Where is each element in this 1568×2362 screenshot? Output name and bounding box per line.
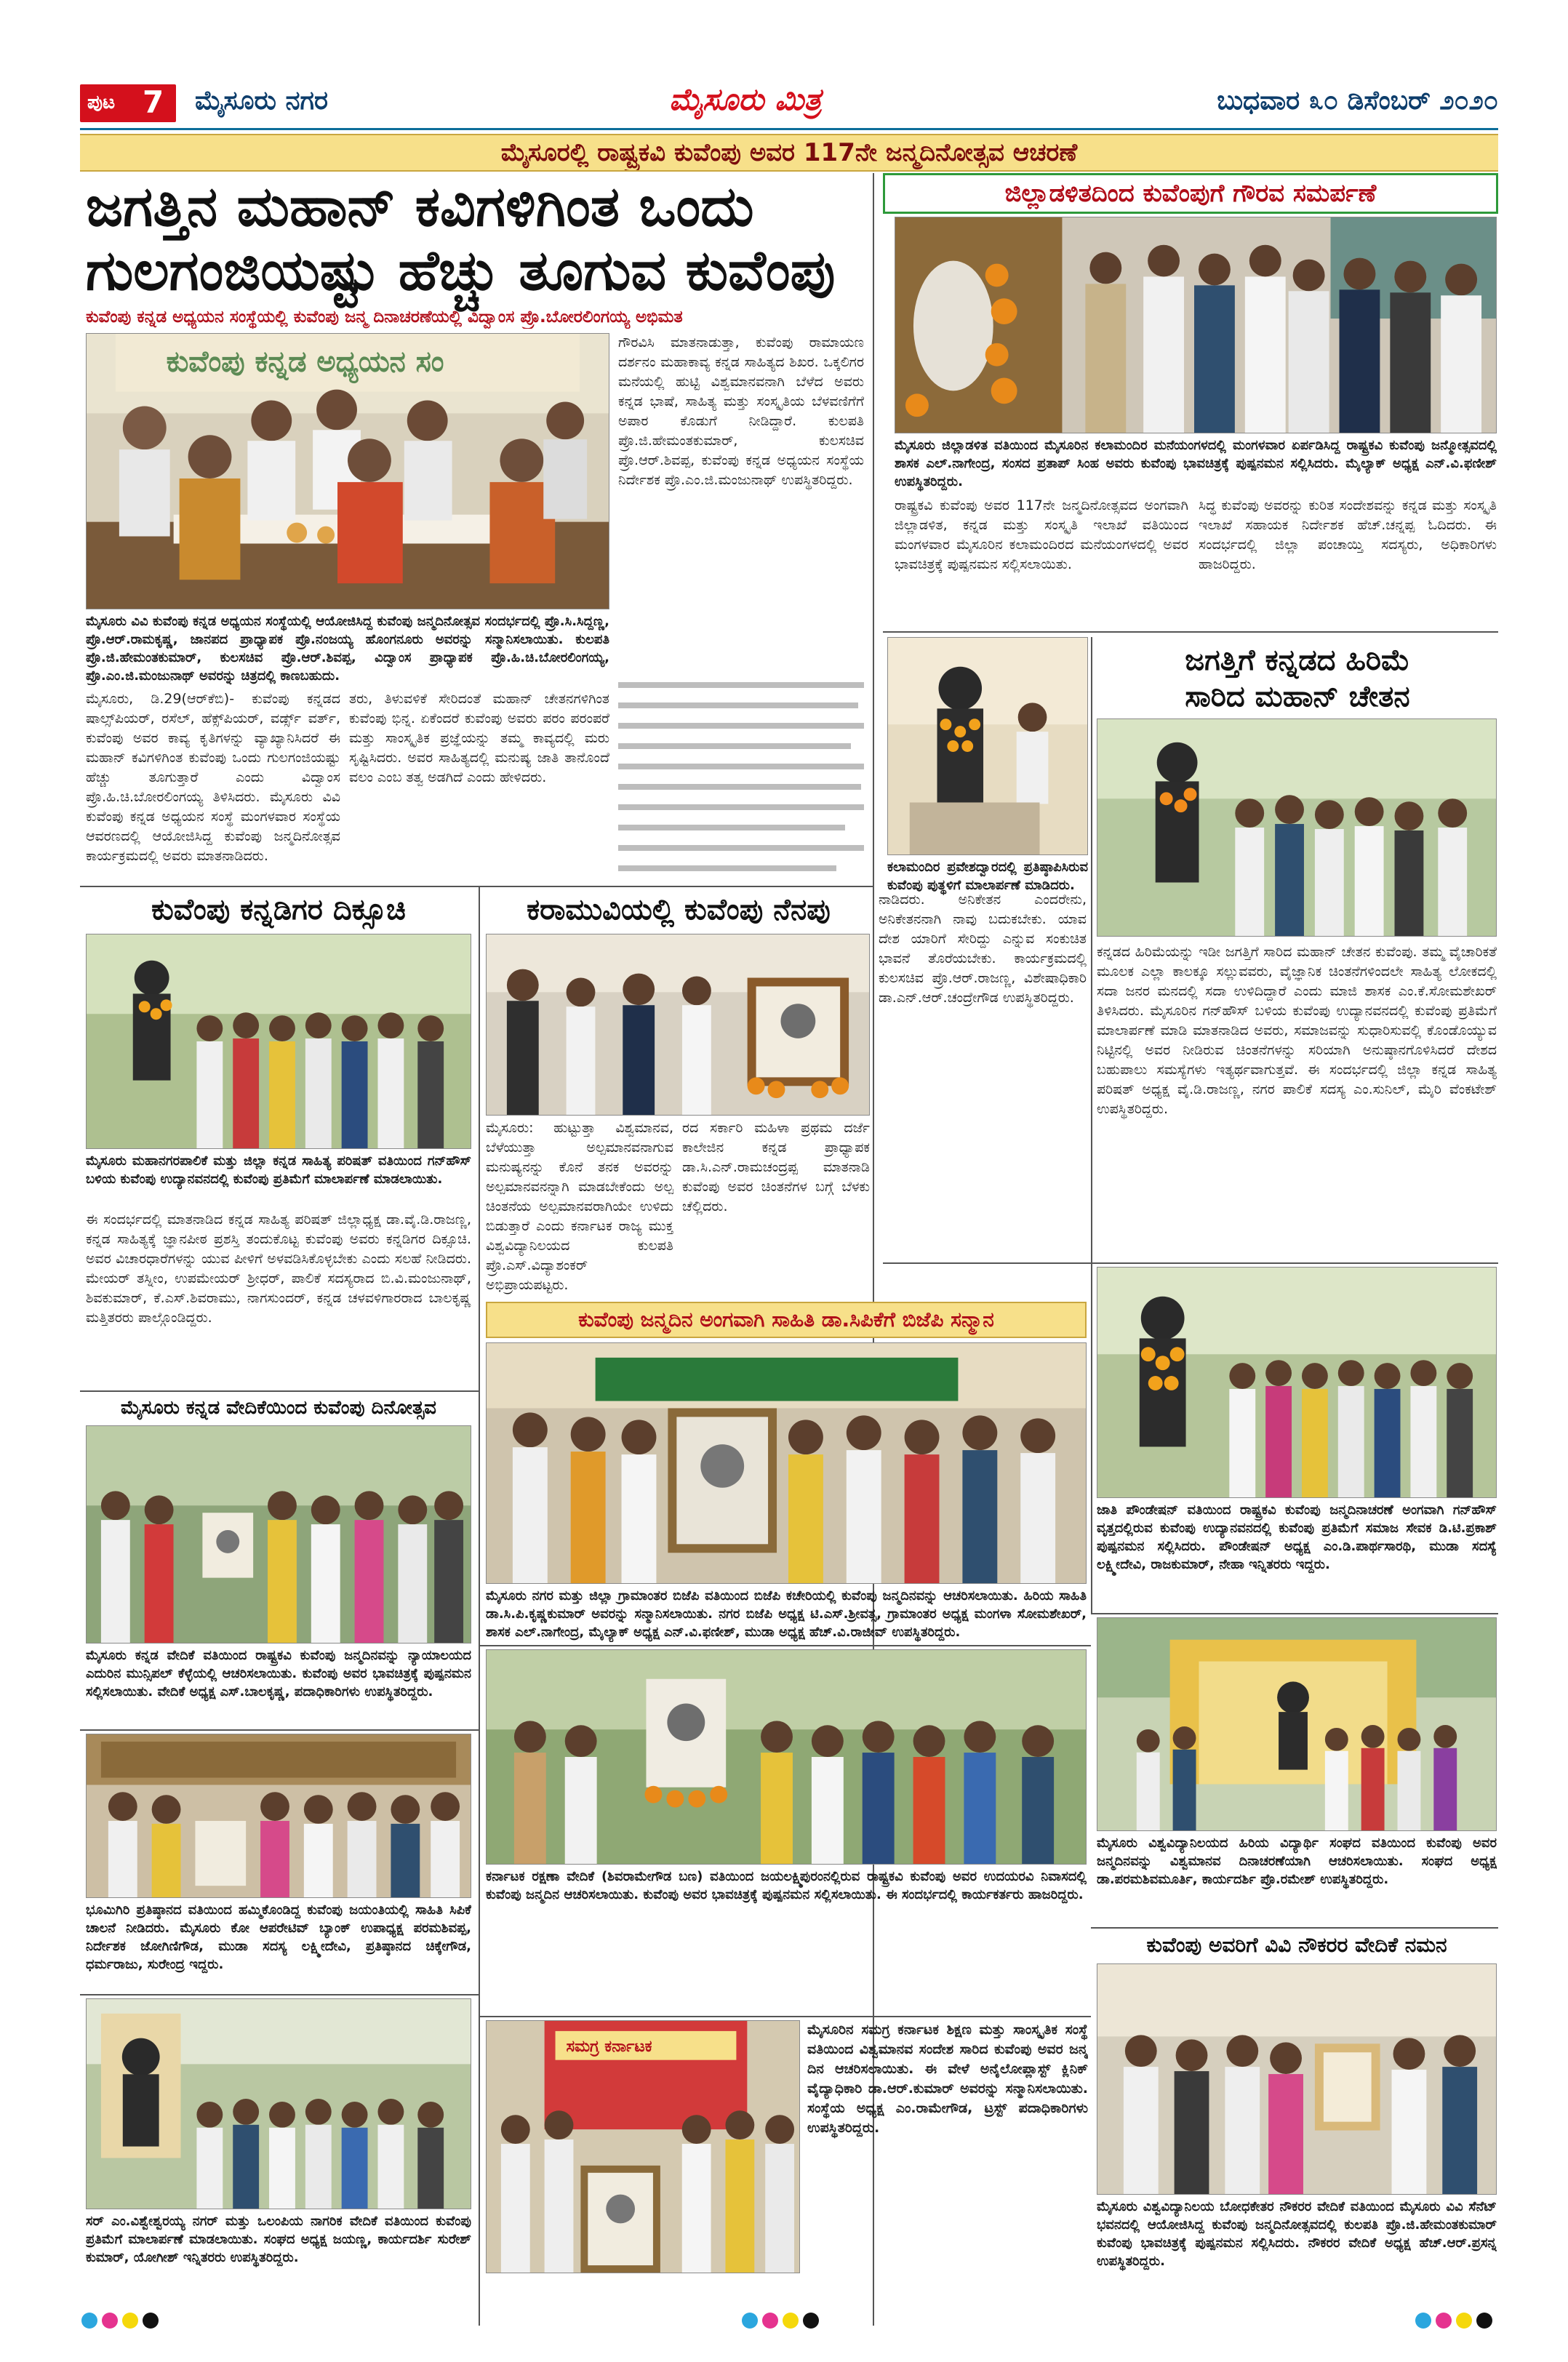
vedike-caption: ಮೈಸೂರು ಕನ್ನಡ ವೇದಿಕೆ ವತಿಯಿಂದ ರಾಷ್ಟ್ರಕವಿ ಕುವೆಂಪು ಜನ್ಮದಿನವನ್ನು ನ್ಯಾಯಾಲಯದ ಎದುರಿನ ಮುನ್ಸಿಪಲ್ ಕೆಳ್ಳೆಯಲ್ಲಿ ಆಚರಿಸಲಾಯಿತು. ಕುವೆಂಪು ಅವರ ಭಾವಚಿತ್ರಕ್ಕೆ ಪುಷ್ಪನಮನ ಸಲ್ಲಿಸಲಾಯಿತು. ವೇದಿಕೆ ಅಧ್ಯಕ್ಷ ಎಸ್.ಬಾಲಕೃಷ್ಣ, ಪದಾಧಿಕಾರಿಗಳು ಉಪಸ್ಥಿತರಿದ್ದರು. <box>86 1648 471 1700</box>
jathi-foundation-caption: ಜಾತಿ ಪೌಂಡೇಷನ್ ವತಿಯಿಂದ ರಾಷ್ಟ್ರಕವಿ ಕುವೆಂಪು ಜನ್ಮದಿನಾಚರಣೆ ಅಂಗವಾಗಿ ಗನ್‌ಹೌಸ್ ವೃತ್ತದಲ್ಲಿರುವ ಕುವೆಂಪು ಉದ್ಯಾನವನದಲ್ಲಿ ಕುವೆಂಪು ಪ್ರತಿಮೆಗೆ ಸಮಾಜ ಸೇವಕ ಡಿ.ಟಿ.ಪ್ರಕಾಶ್ ಪುಷ್ಪನಮನ ಸಲ್ಲಿಸಿದರು. ಪೌಂಡೇಷನ್ ಅಧ್ಯಕ್ಷ ಎಂ.ಡಿ.ಪಾರ್ಥಸಾರಥಿ, ಮುಡಾ ಸದಸ್ಯೆ ಲಕ್ಷ್ಮೀದೇವಿ, ರಾಜಕುಮಾರ್, ನೇಹಾ ಇನ್ನಿತರರು ಇದ್ದರು. <box>1097 1502 1497 1572</box>
jagattige-headline-line2: ಸಾರಿದ ಮಹಾನ್ ಚೇತನ <box>1185 680 1410 713</box>
rakshana-photo <box>486 1649 1087 1865</box>
lead-photo-felicitation <box>86 333 609 609</box>
divider-left-4 <box>80 1994 479 1995</box>
print-dot-yellow-3 <box>1456 2313 1472 2329</box>
page-number: 7 <box>143 84 164 120</box>
divider-left-3 <box>80 1729 479 1731</box>
jilladalitha-body-col2: ಸಿದ್ಧ ಕುವೆಂಪು ಅವರನ್ನು ಕುರಿತ ಸಂದೇಶವನ್ನು ಕನ್ನಡ ಮತ್ತು ಸಂಸ್ಕೃತಿ ಇಲಾಖೆ ಸಹಾಯಕ ನಿರ್ದೇಶಕ ಹೆಚ್.ಚನ್ನಪ್ಪ ಓದಿದರು. ಈ ಸಂದರ್ಭದಲ್ಲಿ ಜಿಲ್ಲಾ ಪಂಚಾಯ್ತಿ ಸದಸ್ಯರು, ಅಧಿಕಾರಿಗಳು ಹಾಜರಿದ್ದರು. <box>1199 497 1497 572</box>
bottom-left-caption: ಸರ್ ಎಂ.ವಿಶ್ವೇಶ್ವರಯ್ಯ ನಗರ್ ಮತ್ತು ಒಲಂಪಿಯ ನಾಗರಿಕ ವೇದಿಕೆ ವತಿಯಿಂದ ಕುವೆಂಪು ಪ್ರತಿಮೆಗೆ ಮಾಲಾರ್ಪಣೆ ಮಾಡಲಾಯಿತು. ಸಂಘದ ಅಧ್ಯಕ್ಷ ಜಯಣ್ಣ, ಕಾರ್ಯದರ್ಶಿ ಸುರೇಶ್ ಕುಮಾರ್, ಯೋಗೀಶ್ ಇನ್ನಿತರರು ಉಪಸ್ಥಿತರಿದ್ದರು. <box>86 2214 471 2265</box>
print-dot-black-1 <box>143 2313 159 2329</box>
jilladalitha-body-col1: ರಾಷ್ಟ್ರಕವಿ ಕುವೆಂಪು ಅವರ 117ನೇ ಜನ್ಮದಿನೋತ್ಸವದ ಅಂಗವಾಗಿ ಜಿಲ್ಲಾಡಳಿತ, ಕನ್ನಡ ಮತ್ತು ಸಂಸ್ಕೃತಿ ಇಲಾಖೆ ವತಿಯಿಂದ ಮಂಗಳವಾರ ಮೈಸೂರಿನ ಕಲಾಮಂದಿರದ ಮನೆಯಂಗಳದಲ್ಲಿ ಅವರ ಭಾವಚಿತ್ರಕ್ಕೆ ಪುಷ್ಪನಮನ ಸಲ್ಲಿಸಲಾಯಿತು. <box>895 497 1188 572</box>
alumni-caption: ಮೈಸೂರು ವಿಶ್ವವಿದ್ಯಾನಿಲಯದ ಹಿರಿಯ ವಿದ್ಯಾರ್ಥಿ ಸಂಘದ ವತಿಯಿಂದ ಕುವೆಂಪು ಅವರ ಜನ್ಮದಿನವನ್ನು ವಿಶ್ವಮಾನವ ದಿನಾಚರಣೆಯಾಗಿ ಆಚರಿಸಲಾಯಿತು. ಸಂಘದ ಅಧ್ಯಕ್ಷ ಡಾ.ಪರಮಶಿವಮೂರ್ತಿ, ಕಾರ್ಯದರ್ಶಿ ಪ್ರೊ.ರಮೇಶ್ ಉಪಸ್ಥಿತರಿದ್ದರು. <box>1097 1835 1497 1887</box>
alumni-photo <box>1097 1617 1497 1831</box>
masthead-rule <box>80 128 1498 130</box>
divider-right-3 <box>1091 1613 1498 1614</box>
bhoomigiri-caption: ಭೂಮಿಗಿರಿ ಪ್ರತಿಷ್ಠಾನದ ವತಿಯಿಂದ ಹಮ್ಮಿಕೊಂಡಿದ್ದ ಕುವೆಂಪು ಜಯಂತಿಯಲ್ಲಿ ಸಾಹಿತಿ ಸಿಪಿಕೆ ಚಾಲನೆ ನೀಡಿದರು. ಮೈಸೂರು ಕೋ ಆಪರೇಟಿವ್ ಬ್ಯಾಂಕ್ ಉಪಾಧ್ಯಕ್ಷ ಪರಮಶಿವಪ್ಪ, ನಿರ್ದೇಶಕ ಜೋಗಿಣಿಗೌಡ, ಮುಡಾ ಸದಸ್ಯ ಲಕ್ಷ್ಮೀದೇವಿ, ಪ್ರತಿಷ್ಠಾನದ ಚಿಕ್ಕೇಗೌಡ, ಧರ್ಮರಾಜು, ಸುರೇಂದ್ರ ಇದ್ದರು. <box>86 1902 471 1972</box>
divider-left-1 <box>80 886 873 887</box>
vedike-photo <box>86 1425 471 1644</box>
print-dot-magenta-1 <box>102 2313 118 2329</box>
jilladalitha-photo <box>895 217 1497 433</box>
jagattige-photo <box>1097 718 1497 937</box>
print-dot-magenta-3 <box>1436 2313 1452 2329</box>
lead-photo-sign: ಕುವೆಂಪು ಕನ್ನಡ ಅಧ್ಯಯನ ಸಂ <box>166 345 444 379</box>
jathi-foundation-photo <box>1097 1267 1497 1498</box>
masthead <box>80 81 1498 127</box>
lead-body-col3b <box>618 676 864 880</box>
dikshuchi-headline: ಕುವೆಂಪು ಕನ್ನಡಿಗರ ದಿಕ್ಸೂಚಿ <box>151 893 406 926</box>
karamuvi-body-col1: ಮೈಸೂರು: ಹುಟ್ಟುತ್ತಾ ವಿಶ್ವಮಾನವ, ಬೆಳೆಯುತ್ತಾ ಅಲ್ಪಮಾನವನಾಗುವ ಮನುಷ್ಯನನ್ನು ಕೊನೆ ತನಕ ಅವರನ್ನು ಅಲ್ಪಮಾನವನನ್ನಾಗಿ ಮಾಡಬೇಕೆಂದು ಅಲ್ಪ ಚಿಂತನೆಯ ಅಲ್ಪಮಾನವರಾಗಿಯೇ ಉಳಿದು ಬಿಡುತ್ತಾರೆ ಎಂದು ಕರ್ನಾಟಕ ರಾಜ್ಯ ಮುಕ್ತ ವಿಶ್ವವಿದ್ಯಾನಿಲಯದ ಕುಲಪತಿ ಪ್ರೊ.ಎಸ್.ವಿದ್ಯಾಶಂಕರ್ ಅಭಿಪ್ರಾಯಪಟ್ಟರು. <box>486 1120 673 1293</box>
divider-mid-3 <box>480 2016 1091 2017</box>
karamuvi-headline: ಕರಾಮುವಿಯಲ್ಲಿ ಕುವೆಂಪು ನೆನಪು <box>527 893 831 926</box>
print-dot-cyan-1 <box>81 2313 97 2329</box>
lead-subhead: ಕುವೆಂಪು ಕನ್ನಡ ಅಧ್ಯಯನ ಸಂಸ್ಥೆಯಲ್ಲಿ ಕುವೆಂಪು ಜನ್ಮ ದಿನಾಚರಣೆಯಲ್ಲಿ ವಿದ್ವಾಂಸ ಪ್ರೊ.ಬೋರಲಿಂಗಯ್ಯ ಅಭಿಮತ <box>86 308 683 327</box>
naukarara-photo <box>1097 1963 1497 2195</box>
jilladalitha-caption: ಮೈಸೂರು ಜಿಲ್ಲಾಡಳಿತ ವತಿಯಿಂದ ಮೈಸೂರಿನ ಕಲಾಮಂದಿರ ಮನೆಯಂಗಳದಲ್ಲಿ ಮಂಗಳವಾರ ಏರ್ಪಡಿಸಿದ್ದ ರಾಷ್ಟ್ರಕವಿ ಕುವೆಂಪು ಜನ್ಮೋತ್ಸವದಲ್ಲಿ ಶಾಸಕ ಎಲ್.ನಾಗೇಂದ್ರ, ಸಂಸದ ಪ್ರತಾಪ್ ಸಿಂಹ ಅವರು ಕುವೆಂಪು ಭಾವಚಿತ್ರಕ್ಕೆ ಪುಷ್ಪನಮನ ಸಲ್ಲಿಸಿದರು. ಮೈಲ್ಯಾಕ್ ಅಧ್ಯಕ್ಷ ಎನ್.ವಿ.ಫಣೀಶ್ ಉಪಸ್ಥಿತರಿದ್ದರು. <box>895 438 1497 489</box>
samagra-photo <box>486 2020 800 2273</box>
banner-title: ಮೈಸೂರಲ್ಲಿ ರಾಷ್ಟ್ರಕವಿ ಕುವೆಂಪು ಅವರ 117ನೇ ಜನ್ಮದಿನೋತ್ಸವ ಆಚರಣೆ <box>500 138 1078 167</box>
lead-body-col1: ಮೈಸೂರು, ಡಿ.29(ಆರ್‌ಕೆಬಿ)- ಕುವೆಂಪು ಕನ್ನಡದ ಷಾಲ್ಸ್‌ಪಿಯರ್, ರಸೆಲ್, ಹೆಕ್ಸ್‌ಪಿಯರ್, ವರ್ಡ್ಸ್ ವರ್ತ್, ಕುವೆಂಪು ಅವರ ಕಾವ್ಯ ಕೃತಿಗಳನ್ನು ವ್ಯಾಖ್ಯಾನಿಸಿದರೆ ಈ ಮಹಾನ್ ಕವಿಗಳಿಗಿಂತ ಕುವೆಂಪು ಒಂದು ಗುಲಗಂಜಿಯಷ್ಟು ಹೆಚ್ಚು ತೂಗುತ್ತಾರೆ ಎಂದು ವಿದ್ವಾಂಸ ಪ್ರೊ.ಹಿ.ಚಿ.ಬೋರಲಿಂಗಯ್ಯ ತಿಳಿಸಿದರು. ಮೈಸೂರು ವಿವಿ ಕುವೆಂಪು ಕನ್ನಡ ಅಧ್ಯಯನ ಸಂಸ್ಥೆ ಮಂಗಳವಾರ ಸಂಸ್ಥೆಯ ಆವರಣದಲ್ಲಿ ಆಯೋಜಿಸಿದ್ದ ಕುವೆಂಪು ಜನ್ಮದಿನೋತ್ಸವ ಕಾರ್ಯಕ್ರಮದಲ್ಲಿ ಅವರು ಮಾತನಾಡಿದರು. <box>86 691 340 864</box>
jagattige-body: ಕನ್ನಡದ ಹಿರಿಮೆಯನ್ನು ಇಡೀ ಜಗತ್ತಿಗೆ ಸಾರಿದ ಮಹಾನ್ ಚೇತನ ಕುವೆಂಪು. ತಮ್ಮ ವೈಚಾರಿಕತೆ ಮೂಲಕ ಎಲ್ಲಾ ಕಾಲಕ್ಕೂ ಸಲ್ಲುವವರು, ವೈಜ್ಞಾನಿಕ ಚಿಂತನೆಗಳಿಂದಲೇ ಸಾಹಿತ್ಯ ಲೋಕದಲ್ಲಿ ಸದಾ ಜನರ ಮನದಲ್ಲಿ ಸದಾ ಉಳಿದಿದ್ದಾರೆ ಎಂದು ಮಾಜಿ ಶಾಸಕ ಎಂ.ಕೆ.ಸೋಮಶೇಖರ್ ತಿಳಿಸಿದರು. ಮೈಸೂರಿನ ಗನ್‌ಹೌಸ್ ಬಳಿಯ ಕುವೆಂಪು ಉದ್ಯಾನವನದಲ್ಲಿ ಕುವೆಂಪು ಪ್ರತಿಮೆಗೆ ಮಾಲಾರ್ಪಣೆ ಮಾಡಿ ಮಾತನಾಡಿದ ಅವರು, ಸಮಾಜವನ್ನು ಸುಧಾರಿಸುವಲ್ಲಿ ಕೊಂಡೊಯ್ಯುವ ನಿಟ್ಟಿನಲ್ಲಿ ಅವರ ನೀಡಿರುವ ಚಿಂತನೆಗಳನ್ನು ಸರಿಯಾಗಿ ಅನುಷ್ಠಾನಗೊಳಿಸಿದರೆ ದೇಶದ ಬಹುಪಾಲು ಸಮಸ್ಯೆಗಳು ಇತ್ಯರ್ಥವಾಗುತ್ತವೆ. ಈ ಸಂದರ್ಭದಲ್ಲಿ ಜಿಲ್ಲಾ ಕನ್ನಡ ಸಾಹಿತ್ಯ ಪರಿಷತ್ ಅಧ್ಯಕ್ಷ ವೈ.ಡಿ.ರಾಜಣ್ಣ, ನಗರ ಪಾಲಿಕೆ ಸದಸ್ಯ ಎಂ.ಸುನಿಲ್, ಮೈರಿ ವೆಂಕಟೇಶ್ ಉಪಸ್ಥಿತರಿದ್ದರು. <box>1097 944 1497 1117</box>
anganavadi-photo <box>486 1342 1087 1584</box>
page-number-box <box>80 84 176 122</box>
naukarara-headline: ಕುವೆಂಪು ಅವರಿಗೆ ವಿವಿ ನೌಕರರ ವೇದಿಕೆ ನಮನ <box>1146 1933 1447 1957</box>
samagra-body: ಮೈಸೂರಿನ ಸಮಗ್ರ ಕರ್ನಾಟಕ ಶಿಕ್ಷಣ ಮತ್ತು ಸಾಂಸ್ಕೃತಿಕ ಸಂಸ್ಥೆ ವತಿಯಿಂದ ವಿಶ್ವಮಾನವ ಸಂದೇಶ ಸಾರಿದ ಕುವೆಂಪು ಅವರ ಜನ್ಮ ದಿನ ಆಚರಿಸಲಾಯಿತು. ಈ ವೇಳೆ ಅನೈಲೋಪ್ಲಾಸ್ಟ್ ಕ್ಲಿನಿಕ್ ವೈದ್ಯಾಧಿಕಾರಿ ಡಾ.ಆರ್.ಕುಮಾರ್ ಅವರನ್ನು ಸನ್ಮಾನಿಸಲಾಯಿತು. ಸಂಸ್ಥೆಯ ಅಧ್ಯಕ್ಷ ಎಂ.ರಾಮೇಗೌಡ, ಟ್ರಸ್ಟ್ ಪದಾಧಿಕಾರಿಗಳು ಉಪಸ್ಥಿತರಿದ್ದರು. <box>807 2022 1088 2136</box>
jilladalitha-headline: ಜಿಲ್ಲಾಡಳಿತದಿಂದ ಕುವೆಂಪುಗೆ ಗೌರವ ಸಮರ್ಪಣೆ <box>1004 179 1377 208</box>
rakshana-caption: ಕರ್ನಾಟಕ ರಕ್ಷಣಾ ವೇದಿಕೆ (ಶಿವರಾಮೇಗೌಡ ಬಣ) ವತಿಯಿಂದ ಜಯಲಕ್ಷ್ಮಿಪುರಂನಲ್ಲಿರುವ ರಾಷ್ಟ್ರಕವಿ ಕುವೆಂಪು ಅವರ ಉದಯರವಿ ನಿವಾಸದಲ್ಲಿ ಕುವೆಂಪು ಜನ್ಮದಿನ ಆಚರಿಸಲಾಯಿತು. ಕುವೆಂಪು ಅವರ ಭಾವಚಿತ್ರಕ್ಕೆ ಪುಷ್ಪನಮನ ಸಲ್ಲಿಸಲಾಯಿತು. ಈ ಸಂದರ್ಭದಲ್ಲಿ ಕಾರ್ಯಕರ್ತರು ಹಾಜರಿದ್ದರು. <box>486 1869 1087 1902</box>
lead-headline-line2: ಗುಲಗಂಜಿಯಷ್ಟು ಹೆಚ್ಚು ತೂಗುವ ಕುವೆಂಪು <box>86 238 836 303</box>
divider-right-2 <box>883 1262 1498 1264</box>
bhoomigiri-photo <box>86 1734 471 1898</box>
top-banner <box>80 134 1498 172</box>
bottom-left-photo <box>86 1998 471 2209</box>
baraguru-statue-photo <box>887 637 1088 855</box>
jagattige-headline-line1: ಜಗತ್ತಿಗೆ ಕನ್ನಡದ ಹಿರಿಮೆ <box>1185 644 1410 677</box>
issue-date: ಬುಧವಾರ ೩೦ ಡಿಸೆಂಬರ್ ೨೦೨೦ <box>1217 86 1498 116</box>
lead-headline-line1: ಜಗತ್ತಿನ ಮಹಾನ್ ಕವಿಗಳಿಗಿಂತ ಒಂದು <box>86 174 754 239</box>
dikshuchi-caption: ಮೈಸೂರು ಮಹಾನಗರಪಾಲಿಕೆ ಮತ್ತು ಜಿಲ್ಲಾ ಕನ್ನಡ ಸಾಹಿತ್ಯ ಪರಿಷತ್ ವತಿಯಿಂದ ಗನ್‌ಹೌಸ್ ಬಳಿಯ ಕುವೆಂಪು ಉದ್ಯಾನವನದಲ್ಲಿ ಕುವೆಂಪು ಪ್ರತಿಮೆಗೆ ಮಾಲಾರ್ಪಣೆ ಮಾಡಲಾಯಿತು. <box>86 1153 471 1187</box>
anganavadi-caption: ಮೈಸೂರು ನಗರ ಮತ್ತು ಜಿಲ್ಲಾ ಗ್ರಾಮಾಂತರ ಬಿಜೆಪಿ ವತಿಯಿಂದ ಬಿಜೆಪಿ ಕಚೇರಿಯಲ್ಲಿ ಕುವೆಂಪು ಜನ್ಮದಿನವನ್ನು ಆಚರಿಸಲಾಯಿತು. ಹಿರಿಯ ಸಾಹಿತಿ ಡಾ.ಸಿ.ಪಿ.ಕೃಷ್ಣಕುಮಾರ್ ಅವರನ್ನು ಸನ್ಮಾನಿಸಲಾಯಿತು. ನಗರ ಬಿಜೆಪಿ ಅಧ್ಯಕ್ಷ ಟಿ.ಎಸ್.ಶ್ರೀವತ್ಸ, ಗ್ರಾಮಾಂತರ ಅಧ್ಯಕ್ಷ ಮಂಗಳಾ ಸೋಮಶೇಖರ್, ಶಾಸಕ ಎಲ್.ನಾಗೇಂದ್ರ, ಮೈಲ್ಯಾಕ್ ಅಧ್ಯಕ್ಷ ಎನ್.ವಿ.ಫಣೀಶ್, ಮುಡಾ ಅಧ್ಯಕ್ಷ ಹೆಚ್.ವಿ.ರಾಜೀವ್ ಉಪಸ್ಥಿತರಿದ್ದರು. <box>486 1588 1087 1640</box>
column-divider-mid <box>1091 637 1092 1613</box>
print-dot-black-2 <box>803 2313 819 2329</box>
karamuvi-photo <box>486 934 870 1116</box>
print-dot-yellow-2 <box>783 2313 799 2329</box>
karamuvi-body-col2: ರದ ಸರ್ಕಾರಿ ಮಹಿಳಾ ಪ್ರಥಮ ದರ್ಜೆ ಕಾಲೇಜಿನ ಕನ್ನಡ ಪ್ರಾಧ್ಯಾಪಕ ಡಾ.ಸಿ.ಎನ್.ರಾಮಚಂದ್ರಪ್ಪ ಮಾತನಾಡಿ ಕುವೆಂಪು ಅವರ ಚಿಂತನೆಗಳ ಬಗ್ಗೆ ಬೆಳಕು ಚೆಲ್ಲಿದರು. <box>682 1120 870 1214</box>
jilladalitha-box <box>883 173 1498 214</box>
dikshuchi-body: ಈ ಸಂದರ್ಭದಲ್ಲಿ ಮಾತನಾಡಿದ ಕನ್ನಡ ಸಾಹಿತ್ಯ ಪರಿಷತ್ ಜಿಲ್ಲಾಧ್ಯಕ್ಷ ಡಾ.ವೈ.ಡಿ.ರಾಜಣ್ಣ, ಕನ್ನಡ ಸಾಹಿತ್ಯಕ್ಕೆ ಜ್ಞಾನಪೀಠ ಪ್ರಶಸ್ತಿ ತಂದುಕೊಟ್ಟ ಕುವೆಂಪು ಅವರು ಕನ್ನಡಿಗರ ದಿಕ್ಸೂಚಿ. ಅವರ ವಿಚಾರಧಾರೆಗಳನ್ನು ಯುವ ಪೀಳಿಗೆ ಅಳವಡಿಸಿಕೊಳ್ಳಬೇಕು ಎಂದು ಸಲಹೆ ನೀಡಿದರು. ಮೇಯರ್ ತಸ್ನೀಂ, ಉಪಮೇಯರ್ ಶ್ರೀಧರ್, ಪಾಲಿಕೆ ಸದಸ್ಯರಾದ ಬಿ.ವಿ.ಮಂಜುನಾಥ್, ಶಿವಕುಮಾರ್, ಕೆ.ಎಸ್.ಶಿವರಾಮು, ನಾಗಸುಂದರ್, ಕನ್ನಡ ಚಳವಳಿಗಾರರಾದ ಬಾಲಕೃಷ್ಣ ಮತ್ತಿತರರು ಪಾಲ್ಗೊಂಡಿದ್ದರು. <box>86 1212 471 1326</box>
lead-body-col3: ಗೌರವಿಸಿ ಮಾತನಾಡುತ್ತಾ, ಕುವೆಂಪು ರಾಮಾಯಣ ದರ್ಶನಂ ಮಹಾಕಾವ್ಯ ಕನ್ನಡ ಸಾಹಿತ್ಯದ ಶಿಖರ. ಒಕ್ಕಲಿಗರ ಮನೆಯಲ್ಲಿ ಹುಟ್ಟಿ ವಿಶ್ವಮಾನವನಾಗಿ ಬೆಳೆದ ಅವರು ಕನ್ನಡ ಭಾಷೆ, ಸಾಹಿತ್ಯ ಮತ್ತು ಸಂಸ್ಕೃತಿಯ ಬೆಳವಣಿಗೆಗೆ ಅಪಾರ ಕೊಡುಗೆ ನೀಡಿದ್ದಾರೆ. ಕುಲಪತಿ ಪ್ರೊ.ಜಿ.ಹೇಮಂತಕುಮಾರ್, ಕುಲಸಚಿವ ಪ್ರೊ.ಆರ್.ಶಿವಪ್ಪ, ಕುವೆಂಪು ಕನ್ನಡ ಅಧ್ಯಯನ ಸಂಸ್ಥೆಯ ನಿರ್ದೇಶಕ ಪ್ರೊ.ಎಂ.ಜಿ.ಮಂಜುನಾಥ್ ಉಪಸ್ಥಿತರಿದ್ದರು. <box>618 335 864 488</box>
divider-left-2 <box>80 1390 479 1392</box>
print-dot-black-3 <box>1476 2313 1492 2329</box>
anganavadi-box <box>486 1302 1087 1338</box>
section-name: ಮೈಸೂರು ನಗರ <box>195 86 329 116</box>
print-dot-magenta-2 <box>762 2313 778 2329</box>
dikshuchi-photo <box>86 934 471 1149</box>
divider-mid-2 <box>480 1645 1091 1646</box>
column-divider-left <box>479 886 480 2326</box>
page-label: ಪುಟ <box>87 92 116 113</box>
print-dot-yellow-1 <box>122 2313 138 2329</box>
print-dot-cyan-2 <box>742 2313 758 2329</box>
baraguru-caption: ಕಲಾಮಂದಿರ ಪ್ರವೇಶದ್ವಾರದಲ್ಲಿ ಪ್ರತಿಷ್ಠಾಪಿಸಿರುವ ಕುವೆಂಪು ಪುತ್ಥಳಿಗೆ ಮಾಲಾರ್ಪಣೆ ಮಾಡಿದರು. <box>887 860 1088 893</box>
anganavadi-headline: ಕುವೆಂಪು ಜನ್ಮದಿನ ಅಂಗವಾಗಿ ಸಾಹಿತಿ ಡಾ.ಸಿಪಿಕೆಗೆ ಬಿಜೆಪಿ ಸನ್ಮಾನ <box>578 1308 994 1332</box>
print-dot-cyan-3 <box>1415 2313 1431 2329</box>
vedike-headline: ಮೈಸೂರು ಕನ್ನಡ ವೇದಿಕೆಯಿಂದ ಕುವೆಂಪು ದಿನೋತ್ಸವ <box>120 1397 437 1419</box>
lead-photo-caption: ಮೈಸೂರು ವಿವಿ ಕುವೆಂಪು ಕನ್ನಡ ಅಧ್ಯಯನ ಸಂಸ್ಥೆಯಲ್ಲಿ ಆಯೋಜಿಸಿದ್ದ ಕುವೆಂಪು ಜನ್ಮದಿನೋತ್ಸವ ಸಂದರ್ಭದಲ್ಲಿ ಪ್ರೊ.ಸಿ.ಸಿದ್ದಣ್ಣ, ಪ್ರೊ.ಆರ್.ರಾಮಕೃಷ್ಣ, ಜಾನಪದ ಪ್ರಾಧ್ಯಾಪಕ ಪ್ರೊ.ನಂಜಯ್ಯ ಹೊಂಗನೂರು ಅವರನ್ನು ಸನ್ಮಾನಿಸಲಾಯಿತು. ಕುಲಪತಿ ಪ್ರೊ.ಜಿ.ಹೇಮಂತಕುಮಾರ್, ಕುಲಸಚಿವ ಪ್ರೊ.ಆರ್.ಶಿವಪ್ಪ, ವಿದ್ವಾಂಸ ಪ್ರಾಧ್ಯಾಪಕ ಪ್ರೊ.ಹಿ.ಚಿ.ಬೋರಲಿಂಗಯ್ಯ, ಪ್ರೊ.ಎಂ.ಜಿ.ಮಂಜುನಾಥ್ ಅವರನ್ನು ಚಿತ್ರದಲ್ಲಿ ಕಾಣಬಹುದು. <box>86 614 609 684</box>
karamuvi-body-col3: ನಾಡಿದರು. ಅನಿಕೇತನ ಎಂದರೇನು, ಅನಿಕೇತನನಾಗಿ ನಾವು ಬದುಕಬೇಕು. ಯಾವ ದೇಶ ಯಾರಿಗೆ ಸೇರಿದ್ದು ಎನ್ನುವ ಸಂಕುಚಿತ ಭಾವನೆ ತೊರೆಯಬೇಕು. ಕಾರ್ಯಕ್ರಮದಲ್ಲಿ ಕುಲಸಚಿವ ಪ್ರೊ.ಆರ್.ರಾಜಣ್ಣ, ವಿಶೇಷಾಧಿಕಾರಿ ಡಾ.ಎನ್.ಆರ್.ಚಂದ್ರೇಗೌಡ ಉಪಸ್ಥಿತರಿದ್ದರು. <box>879 892 1087 1006</box>
naukarara-caption: ಮೈಸೂರು ವಿಶ್ವವಿದ್ಯಾನಿಲಯ ಬೋಧಕೇತರ ನೌಕರರ ವೇದಿಕೆ ವತಿಯಿಂದ ಮೈಸೂರು ವಿವಿ ಸೆನೆಟ್ ಭವನದಲ್ಲಿ ಆಯೋಜಿಸಿದ್ದ ಕುವೆಂಪು ಜನ್ಮದಿನೋತ್ಸವದಲ್ಲಿ ಕುಲಪತಿ ಪ್ರೊ.ಜಿ.ಹೇಮಂತಕುಮಾರ್ ಕುವೆಂಪು ಭಾವಚಿತ್ರಕ್ಕೆ ಪುಷ್ಪನಮನ ಸಲ್ಲಿಸಿದರು. ನೌಕರರ ವೇದಿಕೆ ಅಧ್ಯಕ್ಷ ಹೆಚ್.ಆರ್.ಪ್ರಸನ್ನ ಉಪಸ್ಥಿತರಿದ್ದರು. <box>1097 2199 1497 2269</box>
paper-logo: ಮೈಸೂರು ಮಿತ್ರ <box>669 81 822 117</box>
lead-body-col2: ತರು, ತಿಳುವಳಿಕೆ ಸೇರಿದಂತೆ ಮಹಾನ್ ಚೇತನಗಳಿಗಿಂತ ಕುವೆಂಪು ಭಿನ್ನ. ಏಕೆಂದರೆ ಕುವೆಂಪು ಅವರು ಪರಂ ಪರಂಪರೆ ಮತ್ತು ಸಾಂಸ್ಕೃತಿಕ ಪ್ರಜ್ಞೆಯನ್ನು ತಮ್ಮ ಕಾವ್ಯದಲ್ಲಿ ಮರು ಸೃಷ್ಟಿಸಿದರು. ಅವರ ಸಾಹಿತ್ಯದಲ್ಲಿ ಮನುಷ್ಯ ಜಾತಿ ತಾನೊಂದೆ ವಲಂ ಎಂಬ ತತ್ವ ಅಡಗಿದೆ ಎಂದು ಹೇಳಿದರು. <box>349 691 609 785</box>
samagra-sign: ಸಮಗ್ರ ಕರ್ನಾಟಕ <box>566 2037 652 2056</box>
divider-right-1 <box>883 631 1498 633</box>
divider-right-4 <box>1091 1927 1498 1929</box>
